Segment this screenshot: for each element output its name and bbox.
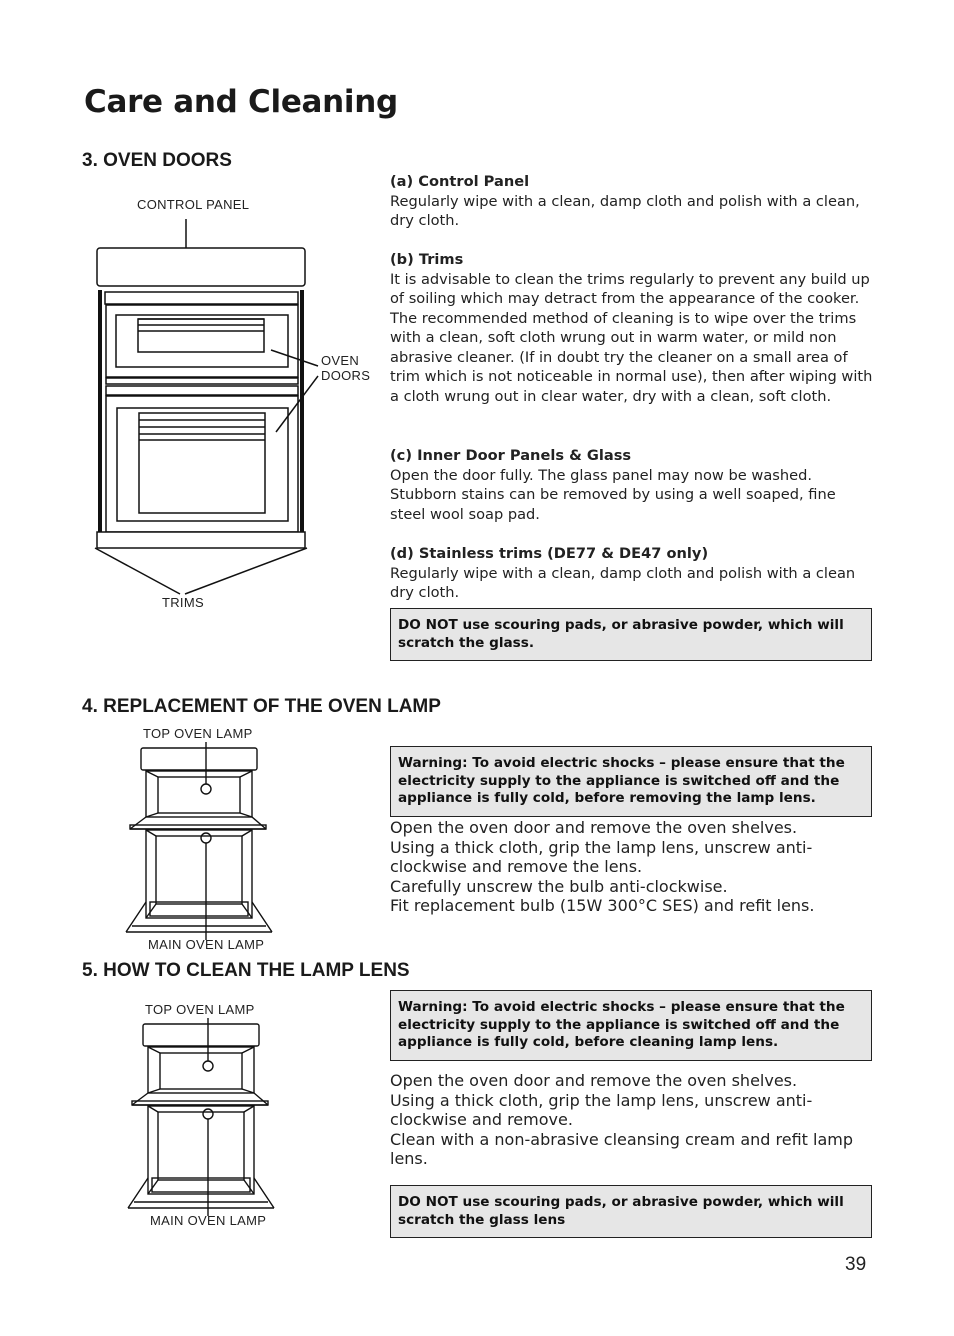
label-main-oven-lamp: MAIN OVEN LAMP <box>148 937 265 952</box>
steps-lamp-lens: Open the oven door and remove the oven shelves. Using a thick cloth, grip the lamp lens, unscrew anti-clockwise and remove. Clean with a non-abrasive cleansing cream and refit lamp lens. <box>390 1071 854 1169</box>
page-number: 39 <box>845 1254 867 1275</box>
body-inner-door: Open the door fully. The glass panel may now be washed. Stubborn stains can be removed by using a well soaped, fine steel wool soap pad. <box>390 466 836 523</box>
section-heading-lamp-lens: 5. HOW TO CLEAN THE LAMP LENS <box>82 960 410 981</box>
label-trims: TRIMS <box>162 595 204 610</box>
label-oven-doors: OVEN DOORS <box>321 353 371 383</box>
page-title: Care and Cleaning <box>84 84 398 120</box>
body-trims: It is advisable to clean the trims regularly to prevent any build up of soiling which may detract from the appearance of the cooker. The recommended method of cleaning is to wipe over the trims with a clean, soft cloth wrung out in warm water, or mild non abrasive cleaner. (If in doubt try the cleaner on a small area of trim which is not noticeable in normal use), then after wiping with a cloth wrung out in clear water, dry with a clean, soft cloth. <box>390 270 873 405</box>
section-heading-lamp-replacement: 4. REPLACEMENT OF THE OVEN LAMP <box>82 696 441 717</box>
heading-trims: (b) Trims <box>390 251 464 268</box>
heading-control-panel: (a) Control Panel <box>390 173 530 190</box>
warning-box-lamp-replacement: Warning: To avoid electric shocks – please ensure that the electricity supply to the appliance is switched off and the appliance is fully cold, before removing the lamp lens. <box>390 746 872 817</box>
label-main-oven-lamp-2: MAIN OVEN LAMP <box>150 1213 267 1228</box>
warning-box-lamp-lens: Warning: To avoid electric shocks – please ensure that the electricity supply to the appliance is switched off and the appliance is fully cold, before cleaning lamp lens. <box>390 990 872 1061</box>
warning-box-glass: DO NOT use scouring pads, or abrasive powder, which will scratch the glass. <box>390 608 872 661</box>
section-heading-oven-doors: 3. OVEN DOORS <box>82 150 232 171</box>
body-control-panel: Regularly wipe with a clean, damp cloth and polish with a clean, dry cloth. <box>390 192 860 229</box>
label-control-panel: CONTROL PANEL <box>137 197 250 212</box>
steps-lamp-replacement: Open the oven door and remove the oven shelves. Using a thick cloth, grip the lamp lens, unscrew anti-clockwise and remove the lens. Carefully unscrew the bulb anti-clockwise. Fit replacement bulb (15W 300°C SES) and refit lens. <box>390 818 815 916</box>
label-top-oven-lamp: TOP OVEN LAMP <box>143 726 253 741</box>
heading-inner-door: (c) Inner Door Panels & Glass <box>390 447 632 464</box>
heading-stainless-trims: (d) Stainless trims (DE77 & DE47 only) <box>390 545 709 562</box>
warning-box-glass-lens: DO NOT use scouring pads, or abrasive powder, which will scratch the glass lens <box>390 1185 872 1238</box>
body-stainless-trims: Regularly wipe with a clean, damp cloth and polish with a clean dry cloth. <box>390 564 856 601</box>
label-top-oven-lamp-2: TOP OVEN LAMP <box>145 1002 255 1017</box>
